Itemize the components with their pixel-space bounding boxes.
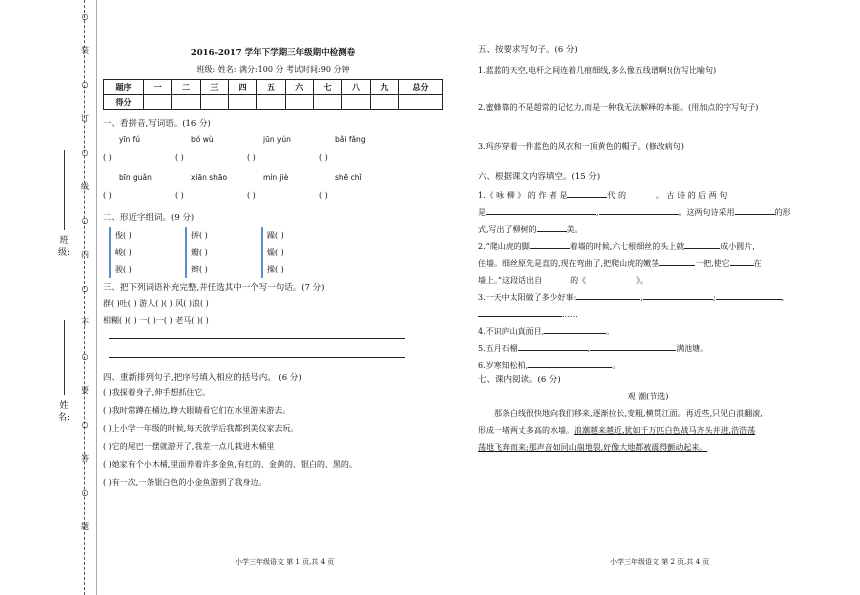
seal-char: ○ [81, 352, 89, 361]
seal-char: ○ [81, 284, 89, 293]
sentence-order-list [103, 384, 443, 492]
answer-blank[interactable]: ( ) [103, 153, 112, 162]
q1-text-a: 1.《 咏 柳 》 的 作 者 是 [478, 191, 568, 200]
sentence-order-item[interactable]: ( )上小学一年级的时候,每天放学后我都到美仪家去玩。 [103, 424, 299, 433]
similar-char-item[interactable]: 俊( ) [109, 227, 185, 244]
left-page-footer: 小学三年级语文 第 1 页,共 4 页 [235, 558, 335, 566]
s6-question-1: 1.《 咏 柳 》 的 作 者 是 代 的 。 古 诗 的 后 两 句 是 , 。这两句诗采用 的形 式,写出了柳树的 美。 [478, 191, 791, 234]
sentence-order-item[interactable]: ( )它的尾巴一摆就游开了,我差一点儿栽进木桶里 [103, 442, 275, 451]
blank[interactable] [659, 257, 695, 266]
answer-line-1[interactable] [109, 338, 405, 339]
pinyin-row-1 [103, 134, 443, 146]
q6-text: 6.岁寒知松柏, [478, 361, 529, 370]
q3-text: 3.一天中太阳做了多少好事: [478, 293, 577, 302]
section-4-title: 四、重新排列句子,把序号填入相应的括号内。 (6 分) [103, 373, 302, 383]
answer-blank[interactable]: ( ) [103, 191, 112, 200]
q1-text-d: 是 [478, 208, 486, 217]
pinyin-text: bǎi fǎng [335, 135, 366, 144]
section-2-title: 二、形近字组词。(9 分) [103, 213, 195, 223]
score-table-header-cell: 题序 [104, 80, 144, 95]
q2-text-a: 2.“爬山虎的脚 [478, 242, 530, 251]
similar-char-item[interactable]: 瓣( ) [185, 244, 261, 261]
pinyin-text: bīn guǎn [119, 173, 152, 182]
score-table-score-cell[interactable] [285, 95, 313, 110]
q1-text-h: 美。 [566, 225, 583, 234]
right-page [478, 44, 818, 456]
q4-text: 4.不识庐山真面目, [478, 327, 545, 336]
q2-text-g: 墙上。”这段话出自 [478, 276, 543, 285]
score-table-score-cell[interactable] [313, 95, 341, 110]
score-table-header-cell: 三 [200, 80, 228, 95]
similar-char-item[interactable]: 躁( ) [261, 227, 337, 244]
idiom-row-1: 群( )吐( ) 游人( )( ) 风( )浪( ) [103, 299, 209, 308]
exam-subinfo: 班级: 姓名: 满分:100 分 考试时间:90 分钟 [196, 65, 350, 74]
blank[interactable] [478, 308, 562, 317]
q1-text-f: 的形 [774, 208, 791, 217]
section-5-title: 五、按要求写句子。(6 分) [478, 45, 578, 55]
score-table-header-cell: 九 [370, 80, 398, 95]
section-3-title: 三、把下列词语补充完整,并任选其中一个写一句话。(7 分) [103, 283, 325, 293]
idiom-row-2: 相糊( )( ) 一( )一( ) 老马( )( ) [103, 316, 209, 325]
seal-char: ○ [81, 80, 89, 89]
s5-question-2: 2.蜜蜂靠的不是超常的记忆力,而是一种我无法解释的本能。(用加点的字写句子) [478, 103, 759, 112]
seal-char: ○ [81, 148, 89, 157]
score-table-header-cell: 五 [257, 80, 285, 95]
seal-char: ○ [81, 488, 89, 497]
blank[interactable] [643, 291, 713, 300]
q5-text-a: 5.五月石榴 [478, 344, 518, 353]
blank[interactable] [599, 206, 679, 215]
seal-char: ○ [81, 216, 89, 225]
blank[interactable] [530, 240, 570, 249]
name-line [64, 320, 65, 395]
s6-question-3: 3.一天中太阳做了多少好事: , ; , …… [478, 293, 785, 319]
passage-underlined-text: 浪潮越来越近,犹如千万匹白色战马齐头并进,浩浩荡 [574, 426, 756, 435]
score-table-score-cell[interactable] [172, 95, 200, 110]
blank[interactable] [567, 189, 607, 198]
similar-char-item[interactable]: 峻( ) [109, 244, 185, 261]
answer-blank[interactable]: ( ) [247, 153, 256, 162]
q2-text-i: 》。 [636, 276, 649, 285]
left-page [103, 40, 443, 492]
q2-text-b: 着墙的时候,六七根细丝的头上就 [569, 242, 685, 251]
blank[interactable] [684, 240, 720, 249]
score-table-header-cell: 八 [342, 80, 370, 95]
class-line [64, 150, 65, 230]
similar-char-item[interactable]: 骏( ) [109, 261, 185, 278]
q2-text-f: 在 [753, 259, 762, 268]
score-table-header-row [104, 80, 443, 95]
q2-text-e: 一把,使它 [695, 259, 730, 268]
answer-paren-row-1 [103, 152, 443, 164]
blank[interactable] [730, 257, 754, 266]
q2-text-c: 成小圆片, [720, 242, 755, 251]
score-table-score-cell[interactable] [342, 95, 370, 110]
similar-char-row [103, 244, 443, 261]
sentence-order-item[interactable]: ( )我时常蹲在桶边,睁大眼睛看它们在水里游来游去。 [103, 406, 291, 415]
s5-question-3: 3.玛莎穿着一件蓝色的风衣和一顶黄色的帽子。(修改病句) [478, 142, 684, 151]
seal-char: 订 [81, 114, 89, 123]
similar-char-row [103, 261, 443, 278]
score-table-score-cell[interactable] [144, 95, 172, 110]
blank[interactable] [528, 359, 612, 368]
seal-char: 内 [81, 250, 89, 259]
score-table-header-cell: 七 [313, 80, 341, 95]
score-table-score-cell[interactable] [200, 95, 228, 110]
score-table-score-cell[interactable] [257, 95, 285, 110]
q1-text-g: 式,写出了柳树的 [478, 225, 537, 234]
score-table-header-cell: 四 [228, 80, 256, 95]
score-table-score-cell[interactable] [370, 95, 398, 110]
blank[interactable] [576, 291, 640, 300]
passage-text: 形成一堵两丈多高的水墙。 [478, 426, 574, 435]
binding-margin [0, 0, 100, 595]
section-1-title: 一、看拼音,写词语。(16 分) [103, 119, 211, 129]
similar-char-item[interactable]: 辫( ) [185, 261, 261, 278]
similar-char-item[interactable]: 操( ) [261, 261, 337, 278]
score-table-header-cell: 总分 [399, 80, 443, 95]
right-page-footer: 小学三年级语文 第 2 页,共 4 页 [610, 558, 710, 566]
pinyin-text: yīn fú [119, 135, 141, 144]
pinyin-text: jūn yún [263, 135, 291, 144]
pinyin-text: xiān shāo [191, 173, 228, 182]
blank[interactable] [590, 342, 676, 351]
pinyin-text: bó wù [191, 135, 214, 144]
seal-char: 装 [81, 46, 89, 55]
seal-char: 要 [81, 386, 89, 395]
blank[interactable] [518, 342, 588, 351]
similar-char-item[interactable]: 燥( ) [261, 244, 337, 261]
seal-char: ○ [81, 12, 89, 21]
similar-char-grid [103, 227, 443, 278]
answer-blank[interactable]: ( ) [175, 153, 184, 162]
passage-line-2 [478, 422, 818, 439]
answer-blank[interactable]: ( ) [319, 191, 328, 200]
seal-char: 答 [81, 454, 89, 463]
q1-text-c: 。 古 诗 的 后 两 句 [655, 191, 728, 200]
similar-char-item[interactable]: 拼( ) [185, 227, 261, 244]
q5-text-b: 满池塘。 [676, 344, 709, 353]
section-6-title: 六、根据课文内容填空。(15 分) [478, 172, 601, 182]
score-table-score-cell[interactable] [228, 95, 256, 110]
blank[interactable] [716, 291, 782, 300]
seal-char: 不 [81, 318, 89, 327]
score-table-score-cell: 得分 [104, 95, 144, 110]
score-table-score-cell[interactable] [399, 95, 443, 110]
blank[interactable] [735, 206, 775, 215]
seal-char: 题 [81, 522, 89, 531]
sentence-order-item[interactable]: ( )我探着身子,伸手想抓住它。 [103, 388, 211, 397]
s6-question-2 [478, 238, 818, 289]
margin-border [96, 0, 97, 595]
sentence-order-item[interactable]: ( )有一次,一条银白色的小金鱼游到了我身边。 [103, 478, 267, 487]
answer-blank[interactable]: ( ) [247, 191, 256, 200]
q1-text-b: 代 的 [607, 191, 626, 200]
score-table-score-row [104, 95, 443, 110]
passage-line-1: 那条白线很快地向我们移来,逐渐拉长,变粗,横贯江面。再近些,只见白浪翻滚, [494, 409, 763, 418]
similar-char-row [103, 227, 443, 244]
exam-title: 2016-2017 学年下学期三年级期中检测卷 [190, 48, 356, 58]
q2-text-d: 住墙。细丝原先是直的,现在弯曲了,把爬山虎的嫩茎 [478, 259, 660, 268]
s6-question-6: 6.岁寒知松柏, 。 [478, 361, 621, 370]
blank[interactable] [537, 223, 567, 232]
section-7-title: 七、课内阅读。(6 分) [478, 375, 561, 385]
score-table [103, 79, 443, 110]
q2-text-h: 的《 [570, 276, 587, 285]
score-table-header-cell: 二 [172, 80, 200, 95]
name-label: 姓名: [57, 401, 71, 423]
score-table-header-cell: 一 [144, 80, 172, 95]
passage-line-3: 荡地飞奔而来;那声音如同山崩地裂,好像大地都被震得颤动起来。 [478, 443, 708, 452]
pinyin-text: shē chǐ [335, 173, 362, 182]
blank[interactable] [544, 325, 606, 334]
answer-paren-row-2 [103, 190, 443, 202]
s6-question-5: 5.五月石榴 , 满池塘。 [478, 344, 709, 353]
blank[interactable] [486, 206, 596, 215]
seal-char: 线 [81, 182, 89, 191]
sentence-order-item[interactable]: ( )她家有个小木桶,里面养着许多金鱼,有红的、金黄的、银白的、黑的。 [103, 460, 357, 469]
class-label: 班级: [57, 236, 71, 258]
s6-question-4: 4.不识庐山真面目, 。 [478, 327, 615, 336]
pinyin-text: mín jiè [263, 173, 289, 182]
score-table-header-cell: 六 [285, 80, 313, 95]
q1-text-e: 。这两句诗采用 [678, 208, 735, 217]
answer-line-2[interactable] [109, 357, 405, 358]
seal-char: ○ [81, 420, 89, 429]
seal-text-column [78, 10, 92, 554]
s5-question-1: 1.蓝蓝的天空,电杆之间连着几痕细线,多么像五线谱啊!(仿写比喻句) [478, 66, 717, 75]
pinyin-row-2 [103, 172, 443, 184]
answer-blank[interactable]: ( ) [175, 191, 184, 200]
answer-blank[interactable]: ( ) [319, 153, 328, 162]
passage-heading: 观 潮(节选) [627, 392, 669, 401]
